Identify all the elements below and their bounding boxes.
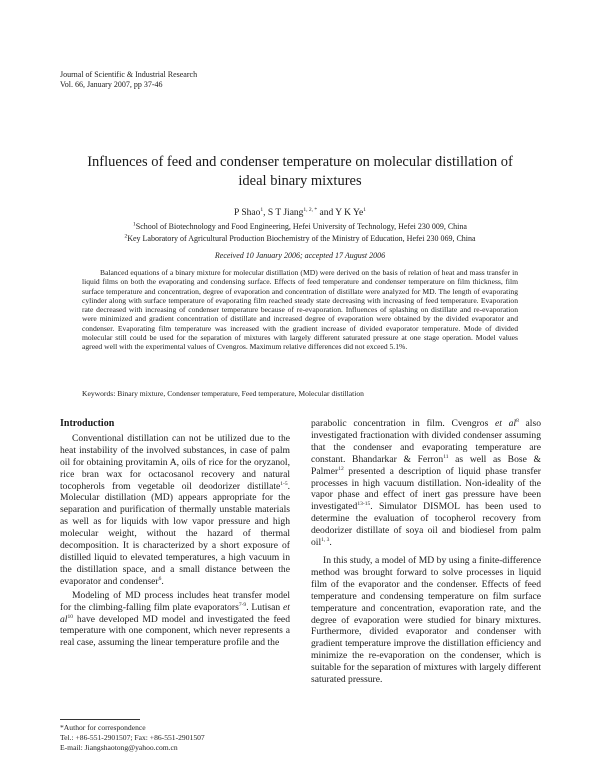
journal-header — [60, 70, 197, 90]
title-line-1: Influences of feed and condenser temperature on molecular distillation of — [87, 154, 513, 170]
et-al: et al — [60, 601, 290, 625]
affiliation-1 — [60, 222, 540, 232]
text-run: as well as Bose & Palmer — [311, 453, 541, 477]
keywords-text: Binary mixture, Condenser temperature, Feed temperature, Molecular distillation — [115, 389, 364, 398]
keywords — [82, 389, 518, 398]
affiliation-2 — [60, 234, 540, 244]
citation: 1-5 — [280, 480, 288, 487]
right-column — [311, 418, 541, 688]
journal-issue: Vol. 66, January 2007, pp 37-46 — [60, 80, 163, 89]
text-run: also investigated fractionation with divided condenser assuming that the condenser and evaporating temperature are constant. Bhandarkar & Ferron — [311, 418, 541, 465]
text-run: have developed MD model and investigated the feed temperature with one component, which never represents a real case, assuming the linear temperature profile and the — [60, 613, 290, 649]
left-column — [60, 418, 290, 651]
citation: 8 — [516, 417, 519, 424]
citation: 6 — [158, 575, 162, 582]
text-run: . Simulator DISMOL has been used to determine the evaluation of tocopherol recovery from deodorizer distillate of soya oil and biodiesel from palm oil — [311, 501, 541, 549]
author-1: P Shao — [234, 208, 261, 218]
received-dates: Received 10 January 2006; accepted 17 August 2006 — [214, 251, 386, 260]
text-run: Conventional distillation can not be utilized due to the heat instability of the involved substances, in case of palm oil for obtaining provitamin A, oils of rice for the oryzanol, rice bran wax for octacosanol recovery and natural tocopherols from vegetable oil deodorizer distillate — [60, 432, 290, 492]
text-run: Modeling of MD process includes heat transfer model for the climbing-falling film plate evaporators — [60, 589, 290, 613]
text-run: . — [329, 537, 332, 549]
author-2-affil: 1, 2, * — [303, 206, 318, 213]
abstract: Balanced equations of a binary mixture for molecular distillation (MD) were derived on the basis of relation of heat and mass transfer in liquid films on both the evaporating and condensing surface. Effects of feed temperature and condenser temperature on film thickness, film surface temperature and concentration, degree of evaporation and concentration of distillate were analyzed for MD. The length of evaporating cylinder along with surface temperature of evaporating film reached steady state decreasing with increasing of feed temperature. Evaporation rate decreased with increasing of condenser temperature because of re-evaporation. Influences of splashing on distillate and re-evaporation were minimized and gradient concentration of distillate and increased degree of evaporation were obtained by the divided evaporator and condenser. Evaporating film temperature was increased with the gradient increase of divided evaporator temperature. Mode of divided molecular still could be used for the separation of mixtures with largely different saturated pressure at one stage operation. Model values agreed well with the experimental values of Cvengros. Maximum relative differences did not exceed 5.1%. — [82, 268, 518, 352]
citation: 13-15 — [357, 501, 371, 508]
section-heading-introduction: Introduction — [60, 418, 115, 429]
footnote-divider — [60, 719, 140, 720]
footnote-email: E-mail: Jiangshaotong@yahoo.com.cn — [60, 742, 178, 752]
author-list — [60, 207, 540, 219]
affiliation-text: School of Biotechnology and Food Engineering, Hefei University of Technology, Hefei 230 009, China — [135, 222, 467, 231]
affiliation-text: Key Laboratory of Agricultural Production Biochemistry of the Ministry of Education, Hefei 230 069, China — [127, 234, 476, 243]
text-run: . — [161, 575, 164, 587]
et-al: et al — [495, 418, 517, 429]
affiliation-marker: 1 — [133, 221, 136, 228]
intro-paragraph-2 — [60, 590, 290, 650]
citation: 7-9 — [238, 601, 247, 608]
correspondence-footnote — [60, 723, 205, 752]
intro-paragraph-2-continued — [311, 418, 541, 549]
citation: 11 — [443, 453, 449, 460]
author-separator: and — [317, 208, 336, 218]
author-2: S T Jiang — [267, 208, 304, 218]
affiliation-marker: 2 — [124, 233, 128, 240]
title-line-2: ideal binary mixtures — [238, 173, 362, 189]
paper-title — [60, 153, 540, 191]
footnote-phone: Tel.: +86-551-2901507; Fax: +86-551-2901507 — [60, 732, 205, 742]
intro-paragraph-1 — [60, 433, 290, 588]
keywords-label: Keywords: — [82, 389, 116, 398]
intro-paragraph-3: In this study, a model of MD by using a finite-difference method was brought forward to solve processes in liquid film of the evaporator and the condenser. Effects of feed temperature and condensing temperature on film surface temperature and concentration, evaporation rate, and the degree of evaporation were studied for binary mixtures. Furthermore, divided evaporator and condenser with gradient temperature improve the distillation efficiency and minimize the re-evaporation on the condenser, which is suitable for the separation of mixtures with largely different saturated pressure. — [311, 554, 541, 686]
author-3-affil: 1 — [363, 206, 366, 213]
text-run: . Lutisan — [246, 601, 284, 613]
citation: 10 — [67, 613, 73, 620]
footnote-author: *Author for correspondence — [60, 723, 146, 732]
text-run: presented a description of liquid phase transfer processes in high vacuum distillation. Non-ideality of the vapor phase and effect of inert gas pressure have been investigated — [311, 465, 541, 513]
author-1-affil: 1 — [260, 206, 264, 213]
citation: 1, 3 — [321, 536, 330, 543]
author-3: Y K Ye — [335, 208, 364, 218]
text-run: . Molecular distillation (MD) appears appropriate for the separation and purification of thermally unstable materials as well as for liquids with low vapor pressure and high molecular weight, without the hazard of thermal decomposition. It is characterized by a short exposure of distilled liquid to elevated temperatures, a high vacuum in the distillation space, and a small distance between the evaporator and condenser — [60, 480, 290, 587]
citation: 12 — [338, 465, 344, 472]
text-run: parabolic concentration in film. Cvengros — [311, 418, 495, 429]
author-separator: , — [263, 208, 268, 218]
journal-name: Journal of Scientific & Industrial Research — [60, 70, 198, 79]
